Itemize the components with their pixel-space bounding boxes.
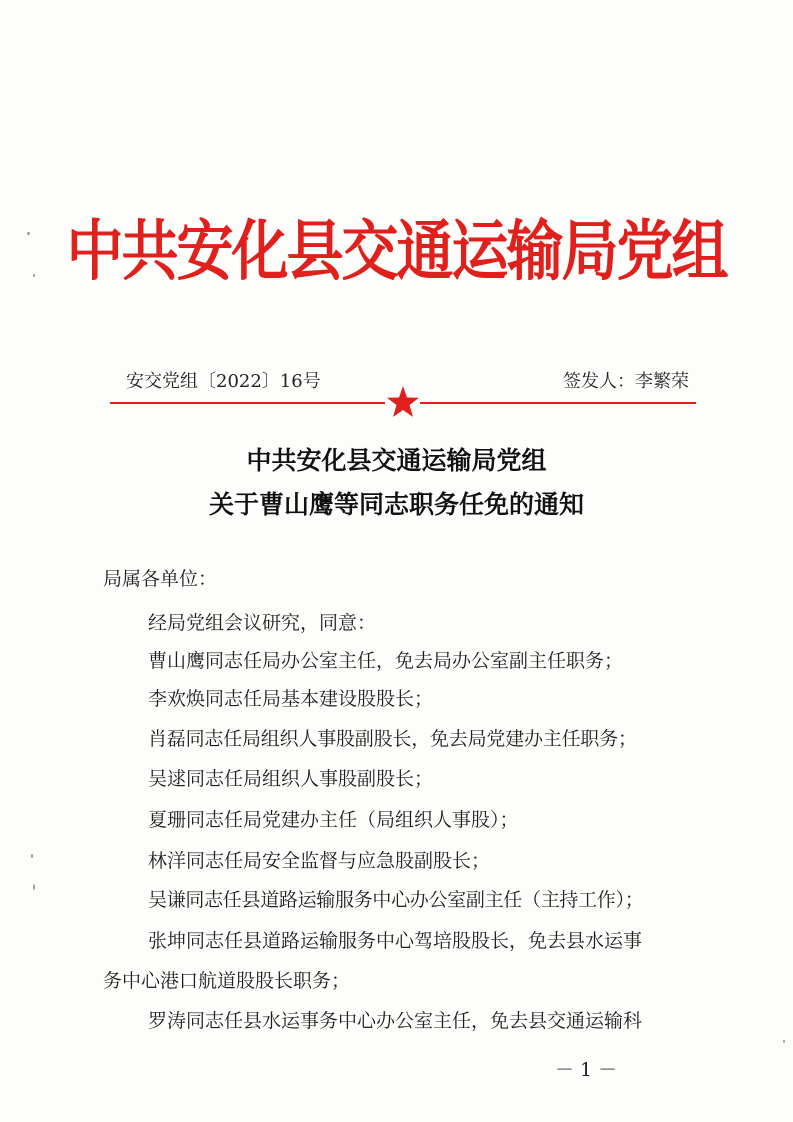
signer-label: 签发人：李繁荣 <box>563 371 689 392</box>
red-star-icon <box>386 385 420 419</box>
appointment-item: 吴谦同志任县道路运输服务中心办公室副主任（主持工作）； <box>148 889 644 911</box>
appointment-item: 张坤同志任县道路运输服务中心驾培股股长，免去县水运事 <box>148 930 643 952</box>
appointment-item: 李欢焕同志任局基本建设股股长； <box>148 688 434 710</box>
scan-speck <box>783 1040 785 1043</box>
document-number: 安交党组〔2022〕16号 <box>126 371 321 392</box>
salutation: 局属各单位： <box>103 568 218 590</box>
notice-title-line-2: 关于曹山鹰等同志职务任免的通知 <box>208 490 584 519</box>
red-masthead-title: 中共安化县交通运输局党组 <box>66 212 727 290</box>
notice-title-line-1: 中共安化县交通运输局党组 <box>246 446 547 475</box>
scan-speck <box>33 884 35 890</box>
appointment-item: 吴逑同志任局组织人事股副股长； <box>148 768 434 790</box>
appointment-item-continuation: 务中心港口航道股股长职务； <box>103 970 351 992</box>
scan-speck <box>31 854 33 858</box>
appointment-item: 肖磊同志任局组织人事股副股长，免去局党建办主任职务； <box>148 728 637 750</box>
scan-speck <box>33 274 35 277</box>
appointment-item: 林洋同志任局安全监督与应急股副股长； <box>148 850 491 872</box>
red-separator-right <box>420 402 696 404</box>
appointment-item: 曹山鹰同志任局办公室主任，免去局办公室副主任职务； <box>148 650 624 672</box>
appointment-item: 夏珊同志任局党建办主任（局组织人事股）； <box>148 809 519 831</box>
red-separator-left <box>110 402 385 404</box>
body-paragraph: 经局党组会议研究，同意： <box>148 612 377 634</box>
appointment-item: 罗涛同志任县水运事务中心办公室主任，免去县交通运输科 <box>148 1010 643 1032</box>
scan-speck <box>27 232 30 235</box>
page-number: － 1 － <box>555 1059 618 1081</box>
